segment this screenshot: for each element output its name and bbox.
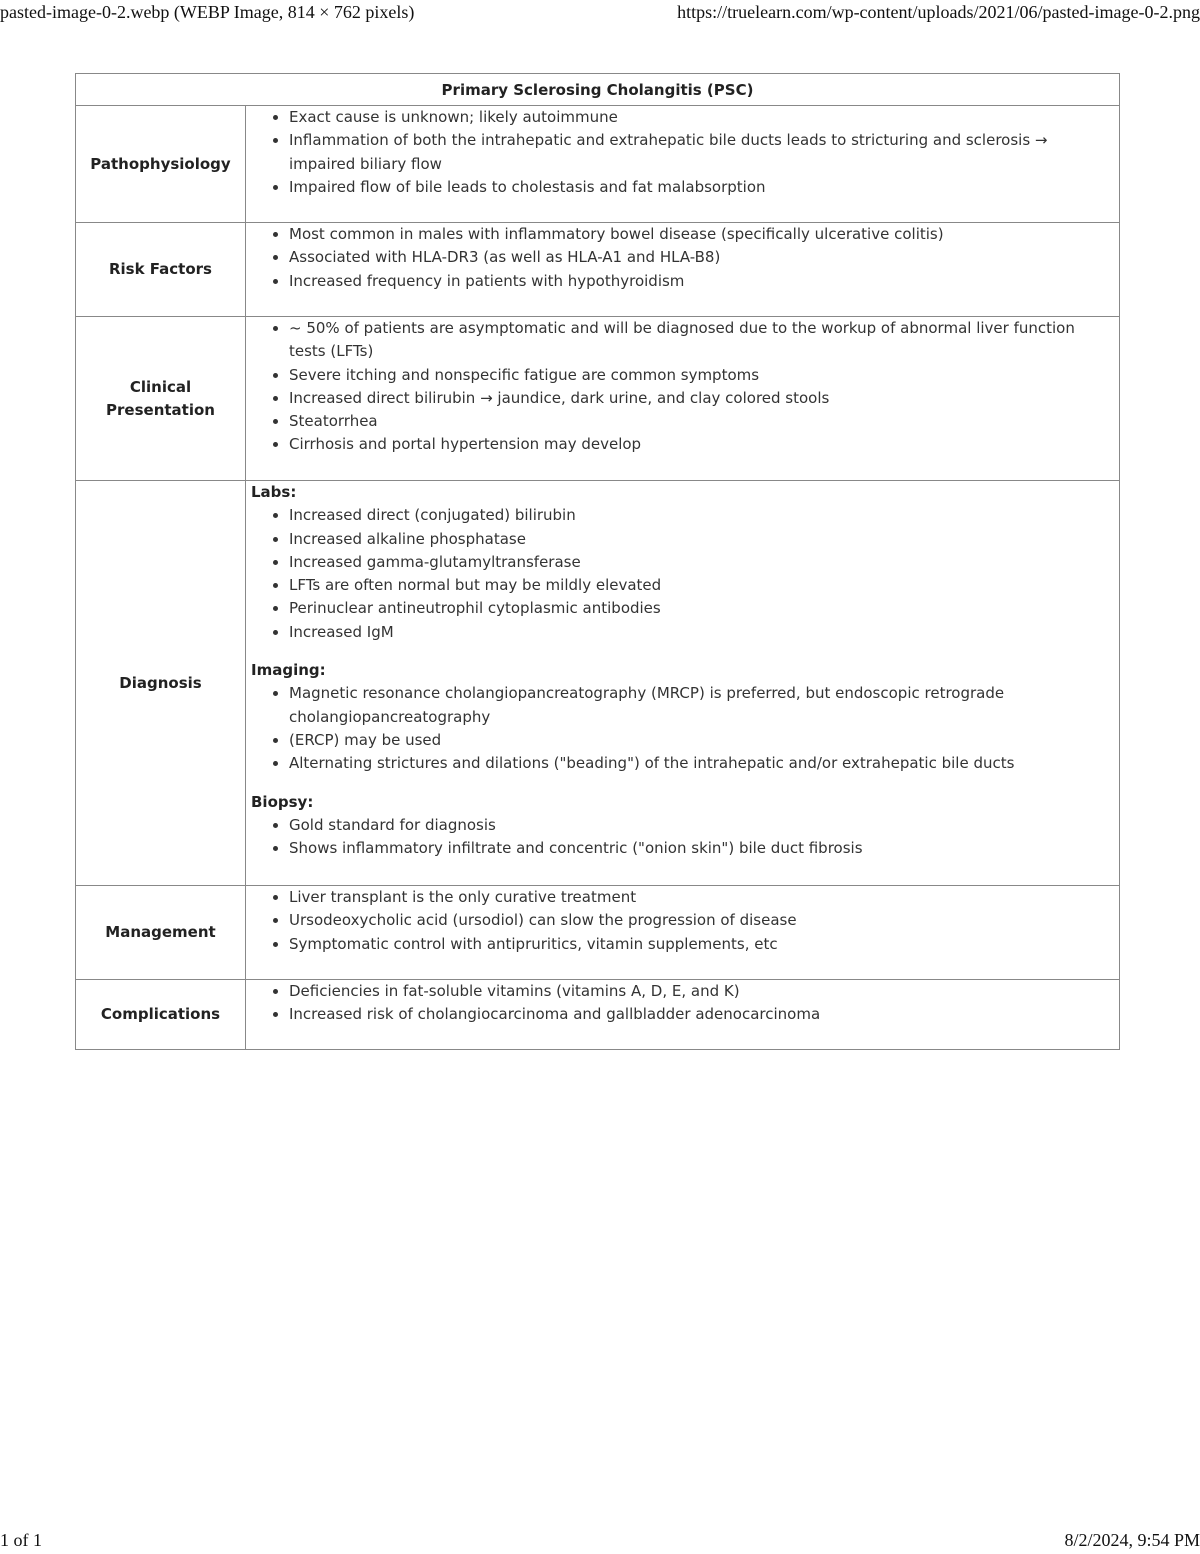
list-item: • Increased alkaline phosphatase [289,528,1109,551]
list-item: • Alternating strictures and dilations ("beading") of the intrahepatic and/or extrahepatic bile ducts [289,752,1109,775]
list-item: • Increased frequency in patients with hypothyroidism [289,270,1109,293]
list-item: • Perinuclear antineutrophil cytoplasmic antibodies [289,597,1109,620]
list-item: • Ursodeoxycholic acid (ursodiol) can slow the progression of disease [289,909,1109,932]
imaging-heading: Imaging: [251,661,326,680]
table-row-complications [76,980,1120,1050]
row-content-management [246,886,1120,980]
list-item: • Liver transplant is the only curative treatment [289,886,1109,909]
bullet-list [251,980,1109,1027]
row-label-diagnosis: Diagnosis [76,481,246,886]
page-count: 1 of 1 [0,1530,42,1550]
list-item: • Most common in males with inflammatory bowel disease (specifically ulcerative colitis) [289,223,1109,246]
row-content-complications [246,980,1120,1050]
list-item: • Impaired flow of bile leads to cholestasis and fat malabsorption [289,176,1109,199]
list-item: • Gold standard for diagnosis [289,814,1109,837]
list-item: • Symptomatic control with antipruritics, vitamin supplements, etc [289,933,1109,956]
bullet-list [251,504,1109,644]
row-label-clinical-presentation: Clinical Presentation [76,317,246,481]
table-row-management [76,886,1120,980]
bullet-list [251,682,1109,775]
table-row-diagnosis [76,481,1120,886]
row-content-risk-factors [246,223,1120,317]
list-item: • ~ 50% of patients are asymptomatic and will be diagnosed due to the workup of abnormal liver function tests (LFTs) [289,317,1109,364]
table-row-clinical-presentation [76,317,1120,481]
psc-table [75,73,1120,1050]
print-timestamp: 8/2/2024, 9:54 PM [1064,1530,1200,1550]
list-item: • Magnetic resonance cholangiopancreatography (MRCP) is preferred, but endoscopic retrograde cholangiopancreatography [289,682,1109,729]
biopsy-heading: Biopsy: [251,792,314,811]
print-header-title: pasted-image-0-2.webp (WEBP Image, 814 × 762 pixels) [0,2,415,22]
list-item: • Shows inflammatory infiltrate and concentric ("onion skin") bile duct fibrosis [289,837,1109,860]
labs-section [251,481,1109,644]
row-label-complications: Complications [76,980,246,1050]
list-item: • Increased direct (conjugated) bilirubin [289,504,1109,527]
row-label-pathophysiology: Pathophysiology [76,106,246,223]
row-content-pathophysiology [246,106,1120,223]
list-item: • Inflammation of both the intrahepatic and extrahepatic bile ducts leads to stricturing and sclerosis → impaired biliary flow [289,129,1109,176]
table-row-pathophysiology [76,106,1120,223]
row-content-diagnosis [246,481,1120,886]
list-item: • LFTs are often normal but may be mildly elevated [289,574,1109,597]
imaging-section [251,659,1109,775]
list-item: • Severe itching and nonspecific fatigue are common symptoms [289,364,1109,387]
print-footer [0,1530,1200,1554]
list-item: • (ERCP) may be used [289,729,1109,752]
biopsy-section [251,791,1109,861]
print-header-url: https://truelearn.com/wp-content/uploads/2021/06/pasted-image-0-2.png [677,2,1200,22]
labs-heading: Labs: [251,483,297,501]
bullet-list [251,223,1109,293]
table-title: Primary Sclerosing Cholangitis (PSC) [76,74,1120,106]
print-header [0,2,1200,26]
list-item: • Deficiencies in fat-soluble vitamins (vitamins A, D, E, and K) [289,980,1109,1003]
bullet-list [251,106,1109,199]
row-label-management: Management [76,886,246,980]
row-content-clinical-presentation [246,317,1120,481]
list-item: • Steatorrhea [289,410,1109,433]
bullet-list [251,814,1109,861]
list-item: • Cirrhosis and portal hypertension may develop [289,433,1109,456]
bullet-list [251,886,1109,956]
row-label-risk-factors: Risk Factors [76,223,246,317]
list-item: • Increased direct bilirubin → jaundice, dark urine, and clay colored stools [289,387,1109,410]
list-item: • Increased IgM [289,621,1109,644]
list-item: • Exact cause is unknown; likely autoimmune [289,106,1109,129]
list-item: • Increased gamma-glutamyltransferase [289,551,1109,574]
list-item: • Associated with HLA-DR3 (as well as HLA-A1 and HLA-B8) [289,246,1109,269]
table-row-risk-factors [76,223,1120,317]
bullet-list [251,317,1109,457]
list-item: • Increased risk of cholangiocarcinoma and gallbladder adenocarcinoma [289,1003,1109,1026]
